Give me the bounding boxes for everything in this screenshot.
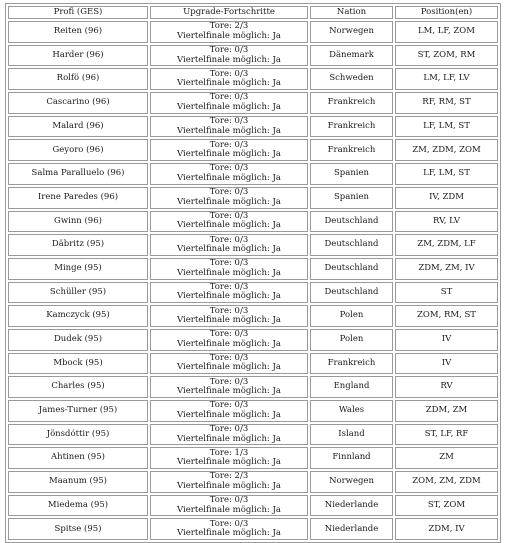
cell-nation: Island (310, 424, 393, 446)
cell-nation: Polen (310, 305, 393, 327)
header-profi: Profi (GES) (8, 6, 148, 19)
cell-upgrade (150, 495, 308, 517)
upgrade-goals: Tore: 0/3 (209, 68, 249, 79)
cell-upgrade (150, 471, 308, 493)
cell-upgrade (150, 116, 308, 138)
table-row (8, 258, 498, 280)
cell-player: Mbock (95) (8, 353, 148, 375)
cell-positions: LM, LF, LV (395, 68, 498, 90)
header-upgrade: Upgrade-Fortschritte (150, 6, 308, 19)
upgrade-goals: Tore: 0/3 (209, 210, 249, 221)
cell-upgrade (150, 21, 308, 43)
cell-positions: ZM, ZDM, LF (395, 234, 498, 256)
upgrade-goals: Tore: 0/3 (209, 352, 249, 363)
upgrade-goals: Tore: 0/3 (209, 518, 249, 529)
cell-player: Kamczyck (95) (8, 305, 148, 327)
table-row (8, 163, 498, 185)
cell-upgrade (150, 282, 308, 304)
cell-player: Irene Paredes (96) (8, 187, 148, 209)
cell-positions: ZDM, ZM (395, 400, 498, 422)
cell-positions: IV (395, 329, 498, 351)
cell-player: Harder (96) (8, 45, 148, 67)
cell-nation: Frankreich (310, 116, 393, 138)
cell-player: Maanum (95) (8, 471, 148, 493)
upgrade-goals: Tore: 0/3 (209, 258, 249, 269)
cell-nation: Deutschland (310, 258, 393, 280)
cell-player: Schüller (95) (8, 282, 148, 304)
cell-upgrade (150, 447, 308, 469)
cell-player: Charles (95) (8, 376, 148, 398)
upgrade-quarterfinal: Viertelfinale möglich: Ja (177, 125, 281, 136)
table-row (8, 187, 498, 209)
upgrade-quarterfinal: Viertelfinale möglich: Ja (177, 172, 281, 183)
cell-player: Minge (95) (8, 258, 148, 280)
upgrade-goals: Tore: 0/3 (209, 92, 249, 103)
upgrade-quarterfinal: Viertelfinale möglich: Ja (177, 433, 281, 444)
table-row (8, 518, 498, 540)
cell-player: Jönsdóttir (95) (8, 424, 148, 446)
cell-upgrade (150, 258, 308, 280)
table-row (8, 211, 498, 233)
upgrade-goals: Tore: 0/3 (209, 305, 249, 316)
cell-positions: ST, LF, RF (395, 424, 498, 446)
table-row (8, 21, 498, 43)
cell-positions: ZM, ZDM, ZOM (395, 139, 498, 161)
cell-positions: IV (395, 353, 498, 375)
table-row (8, 400, 498, 422)
table-row (8, 424, 498, 446)
table-row (8, 353, 498, 375)
cell-nation: Spanien (310, 187, 393, 209)
table-row (8, 282, 498, 304)
upgrade-goals: Tore: 1/3 (209, 447, 249, 458)
cell-nation: Deutschland (310, 234, 393, 256)
cell-upgrade (150, 45, 308, 67)
table-row (8, 495, 498, 517)
cell-upgrade (150, 68, 308, 90)
upgrade-goals: Tore: 0/3 (209, 116, 249, 127)
cell-player: Malard (96) (8, 116, 148, 138)
cell-nation: Frankreich (310, 139, 393, 161)
header-nation: Nation (310, 6, 393, 19)
cell-nation: Schweden (310, 68, 393, 90)
cell-nation: Niederlande (310, 518, 393, 540)
upgrade-quarterfinal: Viertelfinale möglich: Ja (177, 196, 281, 207)
upgrade-quarterfinal: Viertelfinale möglich: Ja (177, 457, 281, 468)
cell-positions: ST, ZOM (395, 495, 498, 517)
cell-positions: RF, RM, ST (395, 92, 498, 114)
upgrade-quarterfinal: Viertelfinale möglich: Ja (177, 362, 281, 373)
table-row (8, 329, 498, 351)
upgrade-goals: Tore: 0/3 (209, 234, 249, 245)
table-body (8, 21, 498, 540)
cell-nation: Niederlande (310, 495, 393, 517)
cell-upgrade (150, 139, 308, 161)
table-row (8, 376, 498, 398)
cell-player: Miedema (95) (8, 495, 148, 517)
cell-positions: LF, LM, ST (395, 163, 498, 185)
upgrade-goals: Tore: 0/3 (209, 139, 249, 150)
upgrade-quarterfinal: Viertelfinale möglich: Ja (177, 338, 281, 349)
upgrade-goals: Tore: 0/3 (209, 187, 249, 198)
cell-upgrade (150, 424, 308, 446)
header-positions: Position(en) (395, 6, 498, 19)
cell-nation: England (310, 376, 393, 398)
cell-nation: Norwegen (310, 471, 393, 493)
cell-upgrade (150, 211, 308, 233)
table-row (8, 116, 498, 138)
cell-positions: LF, LM, ST (395, 116, 498, 138)
table-row (8, 471, 498, 493)
upgrade-goals: Tore: 2/3 (209, 471, 249, 482)
table-row (8, 45, 498, 67)
upgrade-goals: Tore: 0/3 (209, 495, 249, 506)
table-row (8, 234, 498, 256)
upgrade-quarterfinal: Viertelfinale möglich: Ja (177, 291, 281, 302)
cell-positions: LM, LF, ZOM (395, 21, 498, 43)
cell-positions: ZOM, RM, ST (395, 305, 498, 327)
upgrade-goals: Tore: 0/3 (209, 400, 249, 411)
upgrade-goals: Tore: 0/3 (209, 163, 249, 174)
cell-positions: ZOM, ZM, ZDM (395, 471, 498, 493)
upgrade-goals: Tore: 2/3 (209, 21, 249, 32)
cell-nation: Wales (310, 400, 393, 422)
header-row (8, 6, 498, 19)
cell-nation: Norwegen (310, 21, 393, 43)
cell-nation: Deutschland (310, 211, 393, 233)
cell-upgrade (150, 400, 308, 422)
upgrade-goals: Tore: 0/3 (209, 281, 249, 292)
cell-upgrade (150, 163, 308, 185)
upgrade-quarterfinal: Viertelfinale möglich: Ja (177, 101, 281, 112)
cell-player: Cascarino (96) (8, 92, 148, 114)
cell-upgrade (150, 187, 308, 209)
cell-upgrade (150, 376, 308, 398)
cell-nation: Frankreich (310, 92, 393, 114)
upgrade-quarterfinal: Viertelfinale möglich: Ja (177, 528, 281, 539)
cell-player: Salma Paralluelo (96) (8, 163, 148, 185)
cell-positions: ST, ZOM, RM (395, 45, 498, 67)
cell-player: Spitse (95) (8, 518, 148, 540)
cell-player: Rolfö (96) (8, 68, 148, 90)
table-row (8, 68, 498, 90)
cell-player: Dudek (95) (8, 329, 148, 351)
cell-player: Ahtinen (95) (8, 447, 148, 469)
cell-nation: Frankreich (310, 353, 393, 375)
cell-positions: ZDM, IV (395, 518, 498, 540)
cell-player: Geyoro (96) (8, 139, 148, 161)
cell-positions: ST (395, 282, 498, 304)
cell-player: Reiten (96) (8, 21, 148, 43)
upgrade-goals: Tore: 0/3 (209, 376, 249, 387)
upgrade-goals: Tore: 0/3 (209, 45, 249, 56)
cell-player: Däbritz (95) (8, 234, 148, 256)
upgrade-goals: Tore: 0/3 (209, 424, 249, 435)
upgrade-quarterfinal: Viertelfinale möglich: Ja (177, 409, 281, 420)
players-table (5, 3, 501, 543)
table-row (8, 139, 498, 161)
upgrade-quarterfinal: Viertelfinale möglich: Ja (177, 30, 281, 41)
cell-upgrade (150, 305, 308, 327)
cell-upgrade (150, 518, 308, 540)
upgrade-quarterfinal: Viertelfinale möglich: Ja (177, 267, 281, 278)
cell-upgrade (150, 92, 308, 114)
table-row (8, 92, 498, 114)
upgrade-quarterfinal: Viertelfinale möglich: Ja (177, 504, 281, 515)
table-row (8, 447, 498, 469)
cell-positions: ZDM, ZM, IV (395, 258, 498, 280)
cell-positions: RV, LV (395, 211, 498, 233)
cell-nation: Dänemark (310, 45, 393, 67)
upgrade-quarterfinal: Viertelfinale möglich: Ja (177, 220, 281, 231)
cell-nation: Deutschland (310, 282, 393, 304)
table-row (8, 305, 498, 327)
cell-positions: RV (395, 376, 498, 398)
upgrade-quarterfinal: Viertelfinale möglich: Ja (177, 149, 281, 160)
cell-upgrade (150, 329, 308, 351)
upgrade-quarterfinal: Viertelfinale möglich: Ja (177, 244, 281, 255)
cell-positions: ZM (395, 447, 498, 469)
cell-upgrade (150, 234, 308, 256)
upgrade-quarterfinal: Viertelfinale möglich: Ja (177, 480, 281, 491)
cell-nation: Spanien (310, 163, 393, 185)
cell-nation: Finnland (310, 447, 393, 469)
cell-player: James-Turner (95) (8, 400, 148, 422)
cell-nation: Polen (310, 329, 393, 351)
upgrade-goals: Tore: 0/3 (209, 329, 249, 340)
cell-positions: IV, ZDM (395, 187, 498, 209)
upgrade-quarterfinal: Viertelfinale möglich: Ja (177, 315, 281, 326)
upgrade-quarterfinal: Viertelfinale möglich: Ja (177, 78, 281, 89)
upgrade-quarterfinal: Viertelfinale möglich: Ja (177, 54, 281, 65)
upgrade-quarterfinal: Viertelfinale möglich: Ja (177, 386, 281, 397)
cell-upgrade (150, 353, 308, 375)
cell-player: Gwinn (96) (8, 211, 148, 233)
